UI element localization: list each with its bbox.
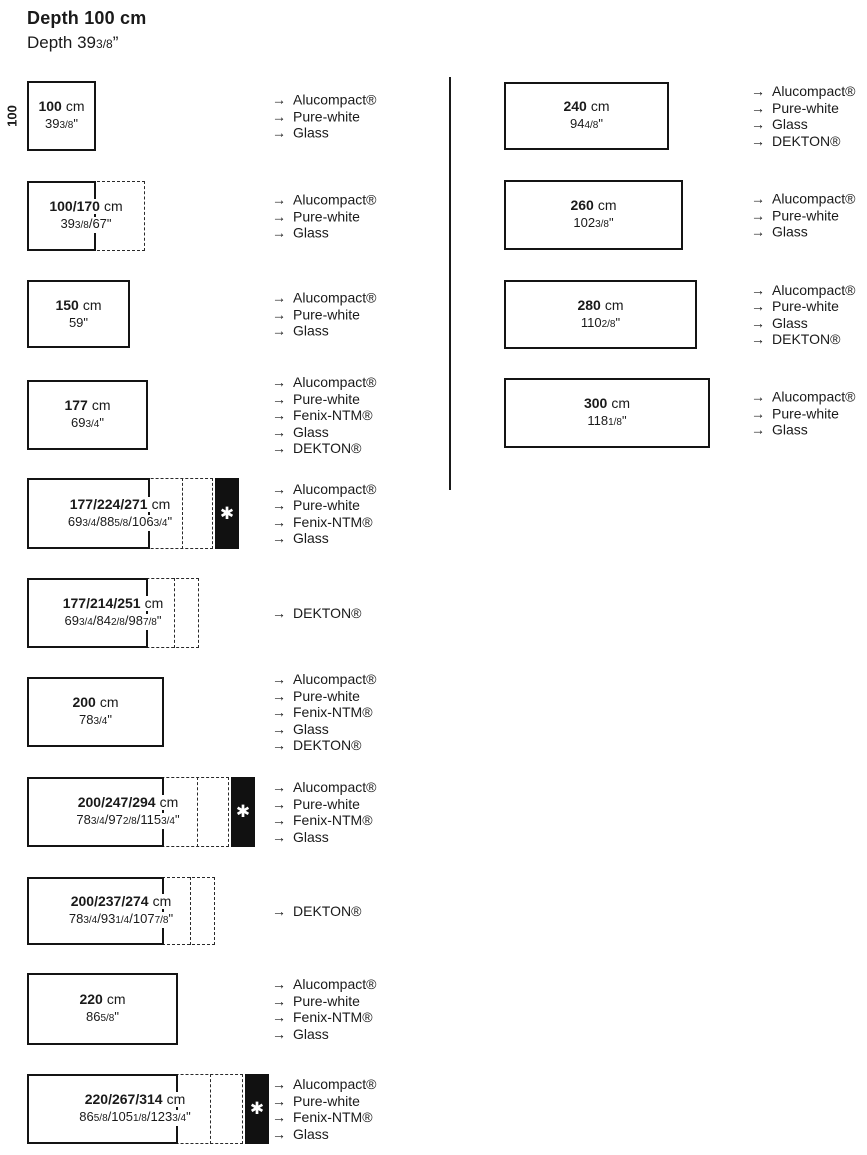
material-item: → Pure-white xyxy=(751,206,839,223)
size-label: 280 cm 1102/8" xyxy=(577,296,624,330)
size-row-177-214-251 xyxy=(27,578,447,648)
material-item: → Fenix-NTM® xyxy=(272,1109,373,1125)
size-row-177-224-271 xyxy=(27,478,447,549)
material-item: → Alucompact® xyxy=(272,289,377,306)
arrow-icon: → xyxy=(272,513,286,530)
arrow-icon: → xyxy=(272,604,286,621)
folding-note-marker xyxy=(231,777,255,847)
size-label: 240 cm 944/8" xyxy=(563,98,610,131)
arrow-icon: → xyxy=(272,439,286,456)
page-title: Depth 100 cm xyxy=(27,8,147,28)
arrow-icon: → xyxy=(272,1025,286,1042)
material-item: → Glass xyxy=(751,421,808,438)
arrow-icon: → xyxy=(272,976,286,992)
arrow-icon: → xyxy=(272,373,286,390)
material-item: → Alucompact® xyxy=(272,976,377,992)
size-row-100 xyxy=(27,81,447,151)
size-row-280 xyxy=(504,280,867,349)
arrow-icon: → xyxy=(751,99,765,116)
size-label: 300 cm 1181/8" xyxy=(583,395,631,428)
material-item: → Glass xyxy=(272,1025,329,1042)
column-divider xyxy=(449,77,451,490)
material-item: → Fenix-NTM® xyxy=(272,513,373,530)
size-label: 220 cm 865/8" xyxy=(79,991,126,1024)
material-item: → Pure-white xyxy=(272,207,360,224)
material-item: → Glass xyxy=(272,423,329,440)
size-row-177 xyxy=(27,373,447,456)
folding-note-marker xyxy=(245,1074,269,1144)
arrow-icon: → xyxy=(751,206,765,223)
materials-list xyxy=(272,976,376,1042)
size-row-100-170 xyxy=(27,181,447,251)
size-label: 260 cm 1023/8" xyxy=(570,197,617,230)
size-label: 200 cm 783/4" xyxy=(72,694,119,727)
materials-list xyxy=(272,903,361,920)
arrow-icon: → xyxy=(272,812,286,828)
arrow-icon: → xyxy=(272,1009,286,1025)
size-label: 100 cm 393/8" xyxy=(38,98,85,131)
asterisk-icon: ✱ xyxy=(249,1099,265,1118)
arrow-icon: → xyxy=(272,390,286,407)
material-item: → Alucompact® xyxy=(272,373,377,390)
material-item: → Pure-white xyxy=(751,404,839,421)
size-label: 177 cm 693/4" xyxy=(64,397,111,430)
materials-list xyxy=(751,190,855,240)
arrow-icon: → xyxy=(751,421,765,438)
material-item: → DEKTON® xyxy=(751,331,841,347)
arrow-icon: → xyxy=(272,736,286,753)
arrow-icon: → xyxy=(272,406,286,423)
arrow-icon: → xyxy=(272,107,286,124)
material-item: → DEKTON® xyxy=(272,736,362,753)
arrow-icon: → xyxy=(751,223,765,240)
materials-list xyxy=(751,388,855,438)
material-item: → Pure-white xyxy=(272,390,360,407)
material-item: → Glass xyxy=(272,828,329,845)
material-item: → Fenix-NTM® xyxy=(272,406,373,423)
arrow-icon: → xyxy=(272,687,286,704)
arrow-icon: → xyxy=(272,703,286,720)
arrow-icon: → xyxy=(272,207,286,224)
material-item: → Pure-white xyxy=(272,497,360,513)
arrow-icon: → xyxy=(272,497,286,513)
arrow-icon: → xyxy=(751,281,765,298)
depth-axis-label: 100 xyxy=(4,105,20,127)
arrow-icon: → xyxy=(751,314,765,331)
arrow-icon: → xyxy=(272,795,286,812)
arrow-icon: → xyxy=(272,289,286,306)
material-item: → Alucompact® xyxy=(272,670,377,687)
arrow-icon: → xyxy=(751,116,765,132)
materials-list xyxy=(751,282,855,348)
page-subtitle: Depth 393/8” xyxy=(27,33,119,52)
asterisk-icon: ✱ xyxy=(235,802,251,821)
arrow-icon: → xyxy=(751,190,765,207)
material-item: → Glass xyxy=(272,224,329,241)
arrow-icon: → xyxy=(751,132,765,149)
size-row-240 xyxy=(504,82,867,150)
arrow-icon: → xyxy=(751,83,765,99)
arrow-icon: → xyxy=(272,1092,286,1109)
material-item: → Pure-white xyxy=(272,107,360,124)
arrow-icon: → xyxy=(272,191,286,208)
arrow-icon: → xyxy=(272,720,286,737)
materials-list xyxy=(272,191,376,241)
material-item: → Fenix-NTM® xyxy=(272,703,373,720)
arrow-icon: → xyxy=(272,1076,286,1092)
size-label: 100/170 cm 393/8/67" xyxy=(49,198,123,231)
size-row-200-237-274 xyxy=(27,877,447,945)
material-item: → Pure-white xyxy=(272,305,360,322)
size-row-200 xyxy=(27,670,447,753)
materials-list xyxy=(272,605,361,622)
arrow-icon: → xyxy=(272,305,286,322)
arrow-icon: → xyxy=(272,1125,286,1142)
size-row-260 xyxy=(504,180,867,250)
arrow-icon: → xyxy=(272,779,286,795)
material-item: → Pure-white xyxy=(272,992,360,1009)
materials-list xyxy=(751,83,855,149)
material-item: → DEKTON® xyxy=(272,604,362,621)
arrow-icon: → xyxy=(272,1109,286,1125)
arrow-icon: → xyxy=(272,992,286,1009)
size-row-220-267-314 xyxy=(27,1074,447,1144)
arrow-icon: → xyxy=(272,670,286,687)
material-item: → Pure-white xyxy=(751,298,839,314)
size-row-220 xyxy=(27,973,447,1045)
materials-list xyxy=(272,779,376,845)
size-row-200-247-294 xyxy=(27,777,447,847)
material-item: → Glass xyxy=(272,720,329,737)
size-row-300 xyxy=(504,378,867,448)
material-item: → DEKTON® xyxy=(272,902,362,919)
arrow-icon: → xyxy=(272,124,286,141)
material-item: → Alucompact® xyxy=(272,191,377,208)
material-item: → Glass xyxy=(272,530,329,546)
material-item: → Alucompact® xyxy=(751,83,856,99)
asterisk-icon: ✱ xyxy=(219,503,235,523)
material-item: → Fenix-NTM® xyxy=(272,1009,373,1025)
materials-list xyxy=(272,481,376,547)
size-label: 200/237/274 cm 783/4/931/4/1077/8" xyxy=(68,893,174,926)
material-item: → DEKTON® xyxy=(272,439,362,456)
material-item: → Alucompact® xyxy=(751,388,856,405)
arrow-icon: → xyxy=(751,404,765,421)
material-item: → Glass xyxy=(751,314,808,331)
size-label: 150 cm 59" xyxy=(55,297,102,330)
arrow-icon: → xyxy=(272,423,286,440)
size-label: 200/247/294 cm 783/4/972/8/1153/4" xyxy=(76,794,180,827)
arrow-icon: → xyxy=(272,902,286,919)
materials-list xyxy=(272,289,376,339)
material-item: → Glass xyxy=(272,322,329,339)
size-label: 220/267/314 cm 865/8/1051/8/1233/4" xyxy=(79,1091,191,1124)
material-item: → Alucompact® xyxy=(751,281,856,298)
arrow-icon: → xyxy=(272,530,286,546)
size-label: 177/224/271 cm 693/4/885/8/1063/4" xyxy=(67,495,173,529)
material-item: → Alucompact® xyxy=(272,779,377,795)
materials-list xyxy=(272,1076,376,1142)
material-item: → DEKTON® xyxy=(751,132,841,149)
material-item: → Glass xyxy=(751,223,808,240)
materials-list xyxy=(272,374,376,457)
arrow-icon: → xyxy=(272,91,286,108)
material-item: → Pure-white xyxy=(272,687,360,704)
material-item: → Alucompact® xyxy=(272,480,377,497)
arrow-icon: → xyxy=(751,331,765,347)
size-row-150 xyxy=(27,280,447,348)
material-item: → Glass xyxy=(272,124,329,141)
arrow-icon: → xyxy=(751,298,765,314)
material-item: → Glass xyxy=(272,1125,329,1142)
material-item: → Pure-white xyxy=(272,1092,360,1109)
arrow-icon: → xyxy=(272,828,286,845)
size-label: 177/214/251 cm 693/4/842/8/987/8" xyxy=(62,595,164,628)
material-item: → Glass xyxy=(751,116,808,132)
material-item: → Fenix-NTM® xyxy=(272,812,373,828)
arrow-icon: → xyxy=(751,388,765,405)
folding-note-marker xyxy=(215,478,239,549)
material-item: → Pure-white xyxy=(272,795,360,812)
material-item: → Alucompact® xyxy=(751,190,856,207)
material-item: → Pure-white xyxy=(751,99,839,116)
material-item: → Alucompact® xyxy=(272,91,377,108)
arrow-icon: → xyxy=(272,322,286,339)
materials-list xyxy=(272,91,376,141)
materials-list xyxy=(272,671,376,754)
material-item: → Alucompact® xyxy=(272,1076,377,1092)
arrow-icon: → xyxy=(272,224,286,241)
arrow-icon: → xyxy=(272,480,286,497)
